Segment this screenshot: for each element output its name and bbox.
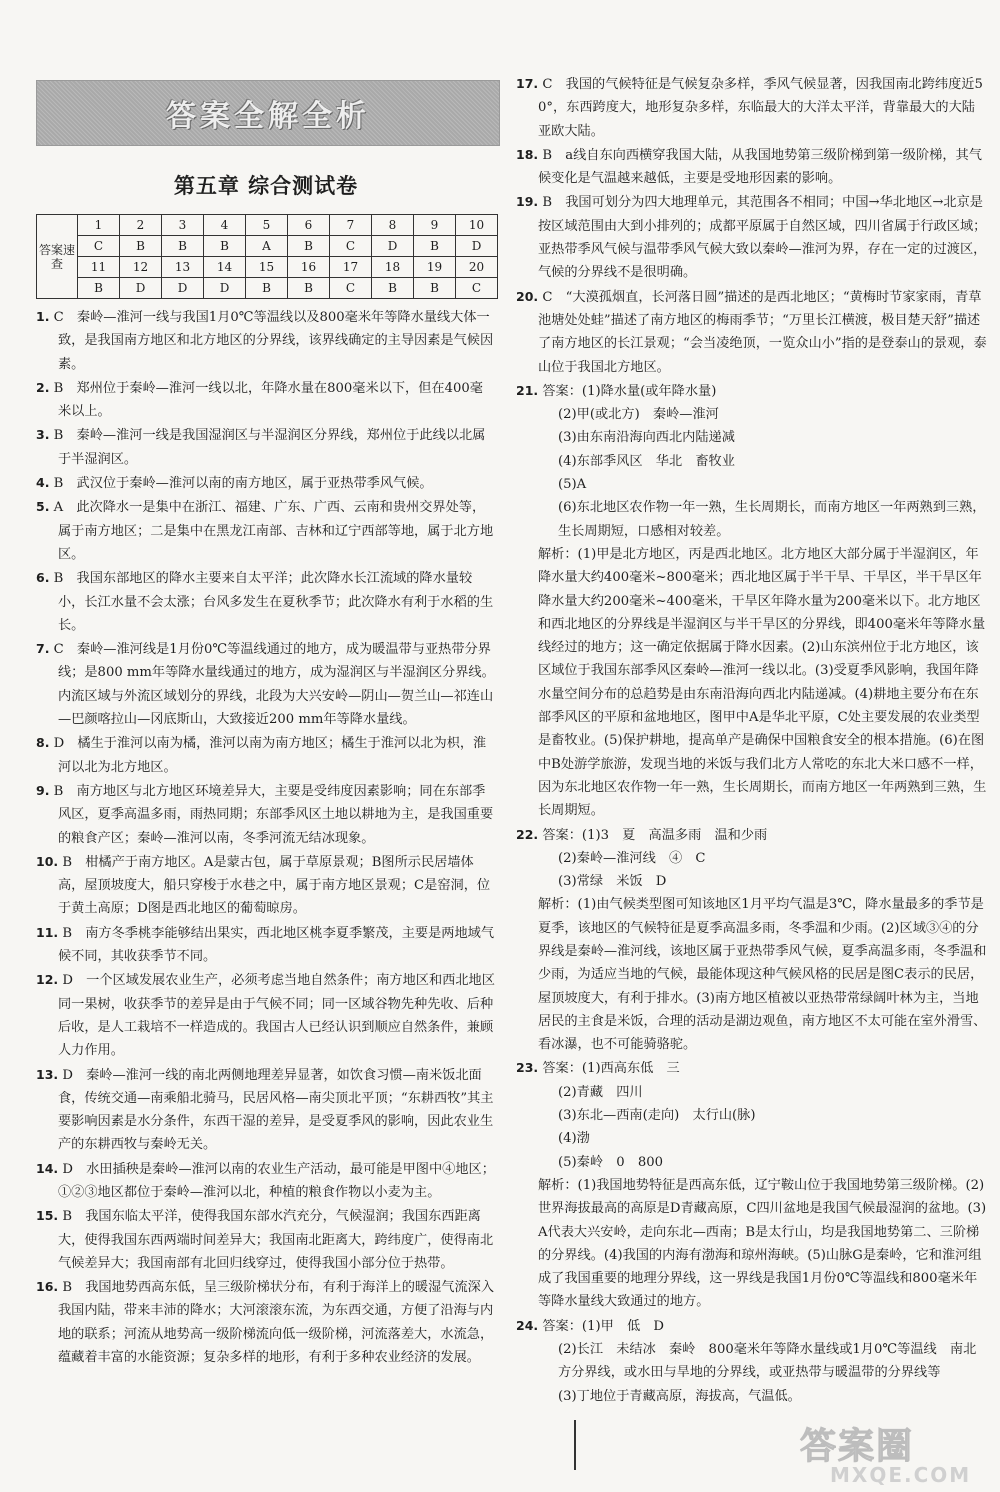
answer-sub-item: (3)常绿 米饭 D xyxy=(558,874,667,890)
title-banner xyxy=(36,80,500,146)
table-cell: B xyxy=(288,278,330,299)
answer-sub-item: (4)渤 xyxy=(558,1131,590,1147)
list-item: 3. B 秦岭—淮河一线是我国湿润区与半湿润区分界线，郑州位于此线以北属于半湿润区。 xyxy=(36,427,486,467)
list-item: 10. B 柑橘产于南方地区。A是蒙古包，属于草原景观；B图所示民居墙体高，屋顶坡度大，船只穿梭于水巷之中，属于南方地区景观；C是窑洞，位于黄土高原；D图是西北地区的葡萄晾房。 xyxy=(36,853,491,917)
table-cell: D xyxy=(372,236,414,257)
table-row xyxy=(37,257,498,278)
table-cell: 14 xyxy=(204,257,246,278)
list-item: 17. C 我国的气候特征是气候复杂多样，季风气候显著，因我国南北跨纬度近50°，东西跨度大，地形复杂多样，东临最大的大洋太平洋，背靠最大的大陆亚欧大陆。 xyxy=(516,76,983,139)
answer-sub-item: (3)东北—西南(走向) 太行山(脉) xyxy=(558,1108,756,1124)
table-cell: 1 xyxy=(78,215,120,236)
list-item: 18. B a线自东向西横穿我国大陆，从我国地势第三级阶梯到第一级阶梯，其气候变化是气温越来越低，主要是受地形因素的影响。 xyxy=(516,146,982,187)
list-item: 14. D 水田插秧是秦岭—淮河以南的农业生产活动，最可能是甲图中④地区；①②③地区都位于秦岭—淮河以北，种植的粮食作物以小麦为主。 xyxy=(36,1160,495,1200)
list-item: 16. B 我国地势西高东低，呈三级阶梯状分布，有利于海洋上的暖湿气流深入我国内陆，带来丰沛的降水；大河滚滚东流，为东西交通，方便了沿海与内地的联系；河流从地势高一级阶梯流向低一级阶梯，河流落差大，水流急，蕴藏着丰富的水能资源；复杂多样的地形，有利于多种农业经济的发展。 xyxy=(36,1279,495,1366)
list-item: 13. D 秦岭—淮河一线的南北两侧地理差异显著，如饮食习惯—南米饭北面食，传统交通—南乘船北骑马，民居风格—南尖顶北平顶；“东耕西牧”其主要影响因素是水分条件，东西干湿的差异，是受夏季风的影响，因此农业生产的东耕西牧与秦岭无关。 xyxy=(36,1066,494,1153)
answer-sub-item: (3)由东南沿海向西北内陆递减 xyxy=(558,430,735,446)
question-21 xyxy=(516,379,988,823)
answer-sub-item: (2)甲(或北方) 秦岭—淮河 xyxy=(558,407,719,423)
question-22 xyxy=(516,823,988,1057)
list-item: 9. B 南方地区与北方地区环境差异大，主要是受纬度因素影响；同在东部季风区，夏季高温多雨，雨热同期；东部季风区土地以耕地为主，是我国重要的粮食产区；秦岭—淮河以南，冬季河流无结冰现象。 xyxy=(36,782,494,846)
table-cell: B xyxy=(246,278,288,299)
table-cell: 7 xyxy=(330,215,372,236)
list-item: 4. B 武汉位于秦岭—淮河以南的南方地区，属于亚热带季风气候。 xyxy=(36,475,433,492)
table-cell: B xyxy=(162,236,204,257)
table-cell: B xyxy=(120,236,162,257)
list-item: 1. C 秦岭—淮河一线与我国1月0℃等温线以及800毫米年等降水量线大体一致，是我国南方地区和北方地区的分界线，该界线确定的主导因素是气候因素。 xyxy=(36,309,494,372)
left-answer-list xyxy=(36,305,496,1369)
right-column xyxy=(516,72,988,1408)
table-cell: D xyxy=(162,278,204,299)
table-cell: 13 xyxy=(162,257,204,278)
analysis-text: 解析：(1)由气候类型图可知该地区1月平均气温是3℃，降水量最多的季节是夏季，该地区的气候特征是夏季高温多雨，冬季温和少雨。(2)区域③④的分界线是秦岭—淮河线，该地区属于亚热带季风气候，夏季高温多雨，冬季温和少雨，为适应当地的气候，最能体现这种气候风格的民居是图C表示的民居，屋顶坡度大，有利于排水。(3)南方地区植被以亚热带常绿阔叶林为主，当地居民的主食是米饭，合理的活动是湖边观鱼，南方地区不太可能在室外滑雪、看冰瀑，也不可能骑骆驼。 xyxy=(538,897,987,1053)
analysis-text: 解析：(1)甲是北方地区，丙是西北地区。北方地区大部分属于半湿润区，年降水量大约400毫米~800毫米；西北地区属于半干旱、干旱区，半干旱区年降水量大约200毫米~400毫米，干旱区年降水量为200毫米以下。北方地区和西北地区的分界线是半湿润区与半干旱区的分界线，即400毫米年等降水量线经过的地方；这一确定依据属于降水因素。(2)山东滨州位于北方地区，该区域位于我国东部季风区秦岭—淮河一线以北。(3)受夏季风影响，我国年降水量空间分布的总趋势是由东南沿海向西北内陆递减。(4)耕地主要分布在东部季风区的平原和盆地地区，图甲中A是华北平原，C处主要发展的农业类型是畜牧业。(5)保护耕地，提高单产是确保中国粮食安全的根本措施。(6)在图中B处游学旅游，发现当地的米饭与我们北方人常吃的东北大米口感不一样，因为东北地区农作物一年一熟，生长周期长，而南方地区一年两熟到三熟，生长周期短。 xyxy=(538,546,987,819)
table-cell: 6 xyxy=(288,215,330,236)
answer-sub-item: (5)秦岭 0 800 xyxy=(558,1154,663,1170)
list-item: 23. 答案：(1)西高东低 三 xyxy=(516,1060,680,1077)
list-item: 7. C 秦岭—淮河线是1月份0℃等温线通过的地方，成为暖温带与亚热带分界线；是800 mm年等降水量线通过的地方，成为湿润区与半湿润区分界线。内流区域与外流区域划分的界线，北段为大兴安岭—阴山—贺兰山—祁连山—巴颜喀拉山—冈底斯山，大致接近200 mm年等降水量线。 xyxy=(36,641,495,728)
table-cell: 4 xyxy=(204,215,246,236)
right-answer-list xyxy=(516,72,988,379)
table-cell: D xyxy=(204,278,246,299)
table-cell: 12 xyxy=(120,257,162,278)
question-23 xyxy=(516,1056,988,1313)
table-cell: B xyxy=(288,236,330,257)
table-cell: 2 xyxy=(120,215,162,236)
table-cell: A xyxy=(246,236,288,257)
watermark-logo xyxy=(800,1418,990,1490)
question-24 xyxy=(516,1314,988,1408)
table-cell: B xyxy=(204,236,246,257)
table-cell: 8 xyxy=(372,215,414,236)
watermark-line2: MXQE.COM xyxy=(830,1463,972,1487)
answer-sub-item: (4)东部季风区 华北 畜牧业 xyxy=(558,453,735,469)
table-cell: 20 xyxy=(456,257,498,278)
table-cell: 15 xyxy=(246,257,288,278)
table-row xyxy=(37,236,498,257)
answer-sub-item: (2)青藏 四川 xyxy=(558,1084,643,1100)
table-cell: B xyxy=(372,278,414,299)
answer-table xyxy=(36,214,498,299)
table-cell: D xyxy=(120,278,162,299)
page-mark xyxy=(574,1420,580,1470)
table-cell: B xyxy=(414,236,456,257)
list-item: 21. 答案：(1)降水量(或年降水量) xyxy=(516,382,717,399)
table-cell: D xyxy=(456,236,498,257)
list-item: 5. A 此次降水一是集中在浙江、福建、广东、广西、云南和贵州交界处等，属于南方地区；二是集中在黑龙江南部、吉林和辽宁西部等地，属于北方地区。 xyxy=(36,499,494,562)
analysis-text: 解析：(1)我国地势特征是西高东低，辽宁鞍山位于我国地势第三级阶梯。(2)世界海拔最高的高原是D青藏高原，C四川盆地是我国气候最湿润的盆地。(3)A代表大兴安岭，走向东北—西南；B是太行山，均是我国地势第二、三阶梯的分界线。(4)我国的内海有渤海和琼州海峡。(5)山脉G是秦岭，它和淮河组成了我国重要的地理分界线，这一界线是我国1月份0℃等温线和800毫米年等降水量线大致通过的地方。 xyxy=(538,1177,987,1310)
table-cell: 9 xyxy=(414,215,456,236)
table-cell: C xyxy=(456,278,498,299)
table-cell: 17 xyxy=(330,257,372,278)
table-cell: 3 xyxy=(162,215,204,236)
list-item: 8. D 橘生于淮河以南为橘，淮河以南为南方地区；橘生于淮河以北为枳，淮河以北为北方地区。 xyxy=(36,735,487,775)
table-row xyxy=(37,278,498,299)
answer-sub-item: (6)东北地区农作物一年一熟，生长周期长，而南方地区一年两熟到三熟，生长周期短，口感相对较差。 xyxy=(558,500,986,539)
list-item: 6. B 我国东部地区的降水主要来自太平洋；此次降水长江流域的降水量较小，长江水量不会太涨；台风多发生在夏秋季节；此次降水有利于水稻的生长。 xyxy=(36,570,494,633)
list-item: 11. B 南方冬季桃李能够结出果实，西北地区桃李夏季繁茂，主要是两地域气候不同，其收获季节不同。 xyxy=(36,924,495,965)
table-cell: 16 xyxy=(288,257,330,278)
table-cell: 10 xyxy=(456,215,498,236)
answer-sub-item: (2)长江 未结冰 秦岭 800毫米年等降水量线或1月0℃等温线 南北方分界线，或水田与旱地的分界线，或亚热带与暖温带的分界线等 xyxy=(558,1342,977,1381)
table-cell: 18 xyxy=(372,257,414,278)
answer-sub-item: (5)A xyxy=(558,477,587,493)
answer-sub-item: (3)丁地位于青藏高原，海拔高，气温低。 xyxy=(558,1388,801,1404)
table-row xyxy=(37,215,498,236)
table-cell: 5 xyxy=(246,215,288,236)
watermark-line1: 答案圈 xyxy=(800,1426,915,1467)
table-cell: C xyxy=(330,236,372,257)
table-header-label: 答案速查 xyxy=(37,215,78,299)
list-item: 15. B 我国东临太平洋，使得我国东部水汽充分，气候湿润；我国东西距离大，使得我国东西两端时间差异大；我国南北距离大，跨纬度广，使得南北气候差异大；我国南部有北回归线穿过，使得我国小部分位于热带。 xyxy=(36,1208,494,1271)
list-item: 20. C “大漠孤烟直，长河落日圆”描述的是西北地区；“黄梅时节家家雨，青草池塘处处蛙”描述了南方地区的梅雨季节；“万里长江横渡，极目楚天舒”描述了南方地区的长江景观；“会当凌绝顶，一览众山小”指的是登泰山的景观，泰山位于我国北方地区。 xyxy=(516,288,987,375)
answer-sub-item: (2)秦岭—淮河线 ④ C xyxy=(558,850,706,866)
table-cell: 19 xyxy=(414,257,456,278)
list-item: 24. 答案：(1)甲 低 D xyxy=(516,1317,664,1334)
list-item: 19. B 我国可划分为四大地理单元，其范围各不相同；中国→华北地区→北京是按区域范围由大到小排列的；成都平原属于自然区域，四川省属于行政区域；亚热带季风气候与温带季风气候大致以秦岭—淮河为界，存在一定的过渡区，气候的分界线不是很明确。 xyxy=(516,194,987,281)
table-cell: B xyxy=(78,278,120,299)
list-item: 2. B 郑州位于秦岭—淮河一线以北，年降水量在800毫米以下，但在400毫米以上。 xyxy=(36,379,483,420)
left-column xyxy=(36,72,496,1369)
list-item: 22. 答案：(1)3 夏 高温多雨 温和少雨 xyxy=(516,826,768,843)
table-cell: B xyxy=(414,278,456,299)
chapter-title: 第五章 综合测试卷 xyxy=(173,174,359,198)
table-cell: C xyxy=(330,278,372,299)
list-item: 12. D 一个区域发展农业生产，必须考虑当地自然条件；南方地区和西北地区同一果树，收获季节的差异是由于气候不同；同一区域谷物先种先收、后种后收，是人工栽培不一样造成的。我国古人已经认识到顺应自然条件，兼顾人力作用。 xyxy=(36,972,495,1059)
table-cell: C xyxy=(78,236,120,257)
banner-title: 答案全解全析 xyxy=(166,99,370,134)
table-cell: 11 xyxy=(78,257,120,278)
